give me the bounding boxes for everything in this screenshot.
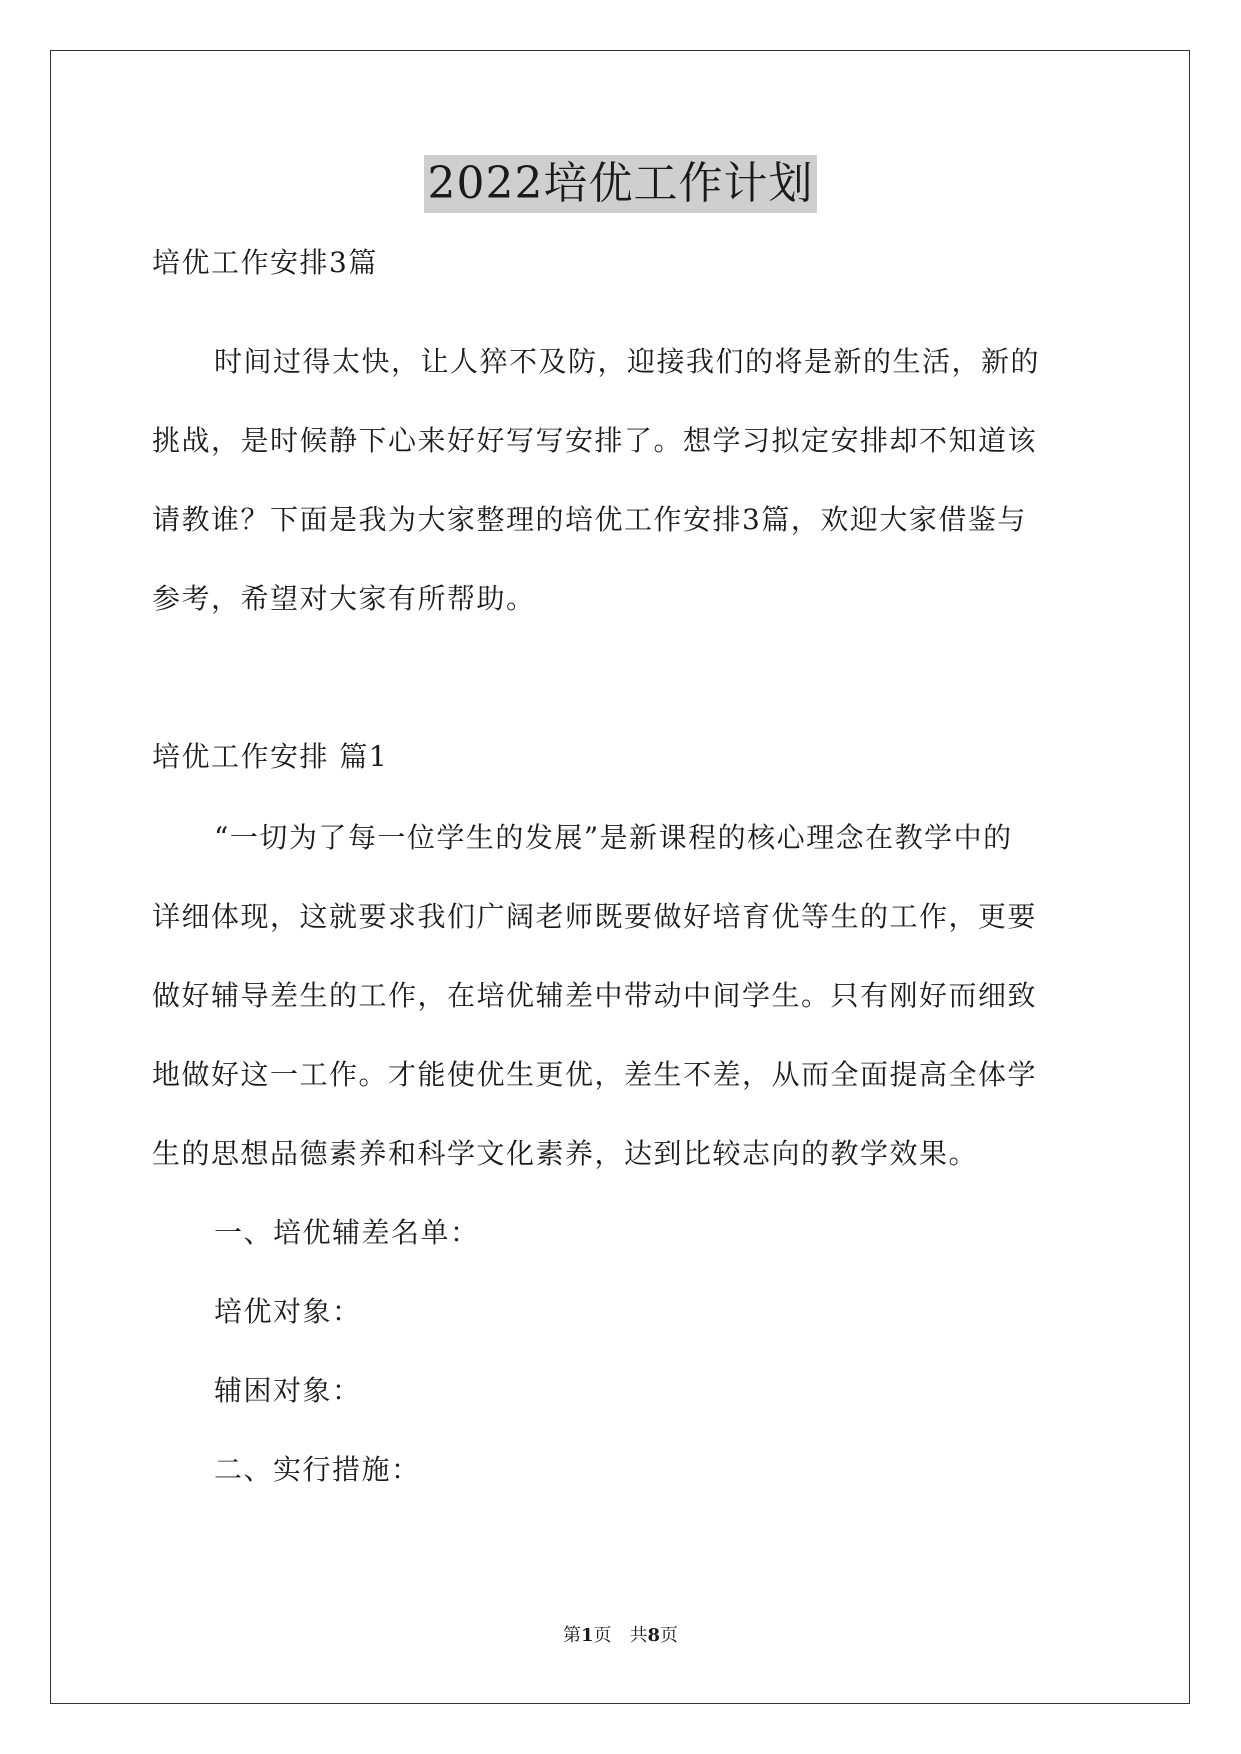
current-page-number: 1 [580, 1625, 594, 1646]
total-pages-number: 8 [647, 1625, 661, 1646]
footer-suffix: 页 [660, 1625, 679, 1646]
section-line-2: 详细体现，这就要求我们广阔老师既要做好培育优等生的工作，更要 [152, 900, 1038, 933]
section-line-4: 地做好这一工作。才能使优生更优，差生不差，从而全面提高全体学 [152, 1058, 1038, 1091]
subtitle: 培优工作安排3篇 [152, 246, 378, 279]
footer-mid: 页 共 [593, 1625, 648, 1646]
page-footer [0, 1624, 1241, 1648]
intro-line-3: 请教谁？下面是我为大家整理的培优工作安排3篇，欢迎大家借鉴与 [152, 503, 1027, 536]
section-line-3: 做好辅导差生的工作，在培优辅差中带动中间学生。只有刚好而细致 [152, 979, 1038, 1012]
section-line-1: “一切为了每一位学生的发展”是新课程的核心理念在教学中的 [214, 821, 1013, 854]
title-container [0, 155, 1241, 213]
intro-line-2: 挑战，是时候静下心来好好写写安排了。想学习拟定安排却不知道该 [152, 424, 1038, 457]
section-line-5: 生的思想品德素养和科学文化素养，达到比较志向的教学效果。 [152, 1137, 979, 1170]
excellent-target: 培优对象： [214, 1295, 362, 1328]
intro-line-4: 参考，希望对大家有所帮助。 [152, 582, 536, 615]
intro-line-1: 时间过得太快，让人猝不及防，迎接我们的将是新的生活，新的 [214, 345, 1041, 378]
footer-prefix: 第 [562, 1625, 581, 1646]
support-target: 辅困对象： [214, 1374, 362, 1407]
list-heading: 一、培优辅差名单： [214, 1216, 480, 1249]
document-title: 2022培优工作计划 [424, 155, 818, 213]
measures-heading: 二、实行措施： [214, 1453, 421, 1486]
section-heading: 培优工作安排 篇1 [152, 740, 389, 773]
